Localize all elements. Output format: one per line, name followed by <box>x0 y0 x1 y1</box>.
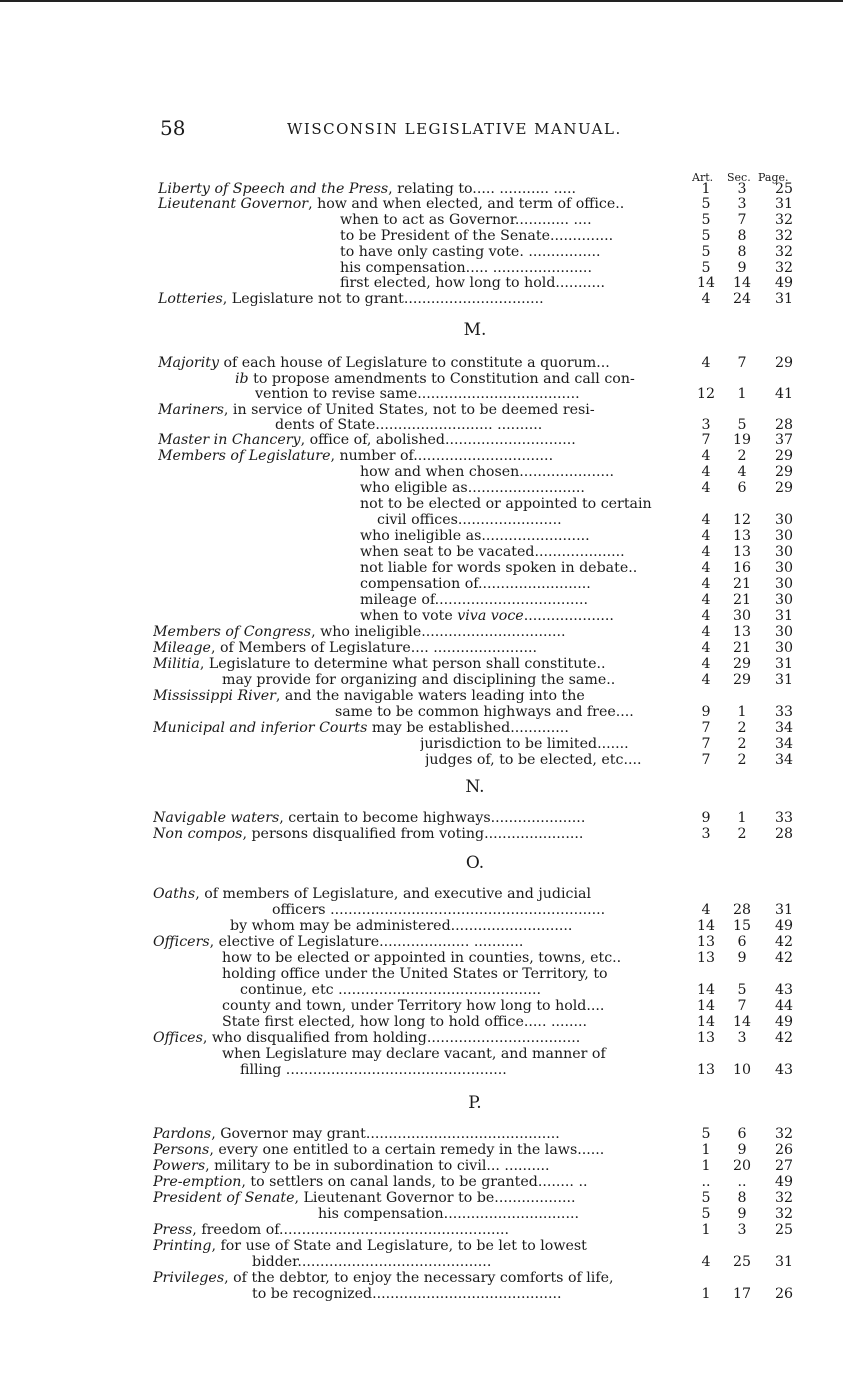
article-number: .. <box>701 1174 711 1190</box>
page-reference: 30 <box>774 624 794 640</box>
section-number: 9 <box>737 260 747 276</box>
article-number: 4 <box>701 448 711 464</box>
section-number: 4 <box>737 464 747 480</box>
article-number: 7 <box>701 736 711 752</box>
entry-text: judges of, to be elected, etc.... <box>425 752 642 768</box>
entry-text: county and town, under Territory how long to hold.... <box>222 998 605 1014</box>
page-reference: 28 <box>774 826 794 842</box>
section-number: 9 <box>737 950 747 966</box>
section-number: 3 <box>737 181 747 197</box>
article-number: 3 <box>701 417 711 433</box>
section-number: 21 <box>732 592 752 608</box>
index-entry <box>0 656 843 672</box>
article-number: 4 <box>701 592 711 608</box>
index-entry <box>0 371 843 387</box>
index-entry <box>0 1158 843 1174</box>
page-reference: 31 <box>774 902 794 918</box>
column-header-art: Art. <box>692 171 714 184</box>
article-number: 5 <box>701 196 711 212</box>
entry-text: Non compos, persons disqualified from voting...................... <box>153 826 584 842</box>
entry-text: when to act as Governor............ .... <box>340 212 592 228</box>
page-reference: 43 <box>774 982 794 998</box>
index-entry <box>0 480 843 496</box>
entry-text: Members of Legislature, number of............................... <box>158 448 554 464</box>
article-number: 5 <box>701 260 711 276</box>
article-number: 5 <box>701 1126 711 1142</box>
page-reference: 27 <box>774 1158 794 1174</box>
entry-text: Mississippi River, and the navigable waters leading into the <box>153 688 585 704</box>
page-reference: 34 <box>774 752 794 768</box>
section-number: 3 <box>737 1030 747 1046</box>
article-number: 5 <box>701 212 711 228</box>
section-number: 21 <box>732 576 752 592</box>
section-number: 5 <box>737 417 747 433</box>
section-number: 29 <box>732 656 752 672</box>
entry-text: Pre-emption, to settlers on canal lands, to be granted........ .. <box>153 1174 588 1190</box>
article-number: 4 <box>701 291 711 307</box>
section-number: 9 <box>737 1142 747 1158</box>
article-number: 1 <box>701 1142 711 1158</box>
entry-text: to have only casting vote. ................ <box>340 244 601 260</box>
page-reference: 32 <box>774 228 794 244</box>
article-number: 1 <box>701 181 711 197</box>
running-title: WISCONSIN LEGISLATIVE MANUAL. <box>287 120 622 138</box>
index-entry <box>0 608 843 624</box>
section-number: .. <box>737 1174 747 1190</box>
index-entry <box>0 181 843 197</box>
article-number: 12 <box>696 386 716 402</box>
section-number: 6 <box>737 934 747 950</box>
section-number: 14 <box>732 1014 752 1030</box>
section-number: 1 <box>737 386 747 402</box>
entry-text: Persons, every one entitled to a certain remedy in the laws...... <box>153 1142 605 1158</box>
section-number: 9 <box>737 1206 747 1222</box>
index-entry <box>0 998 843 1014</box>
index-entry <box>0 291 843 307</box>
page-reference: 32 <box>774 244 794 260</box>
article-number: 7 <box>701 752 711 768</box>
index-entry <box>0 355 843 371</box>
article-number: 4 <box>701 576 711 592</box>
index-entry <box>0 260 843 276</box>
section-number: 12 <box>732 512 752 528</box>
index-entry <box>0 528 843 544</box>
article-number: 4 <box>701 544 711 560</box>
entry-text: Pardons, Governor may grant........................................... <box>153 1126 560 1142</box>
entry-text: may provide for organizing and disciplining the same.. <box>222 672 616 688</box>
section-letter-p: P. <box>468 1093 482 1113</box>
entry-text: ib to propose amendments to Constitution and call con- <box>235 371 635 387</box>
index-entry <box>0 1126 843 1142</box>
article-number: 13 <box>696 1030 716 1046</box>
article-number: 3 <box>701 826 711 842</box>
section-number: 29 <box>732 672 752 688</box>
section-number: 13 <box>732 624 752 640</box>
page-reference: 30 <box>774 576 794 592</box>
entry-text: dents of State.......................... .......... <box>275 417 543 433</box>
page-reference: 49 <box>774 918 794 934</box>
section-number: 15 <box>732 918 752 934</box>
column-header-sec: Sec. <box>727 171 751 184</box>
entry-text: not liable for words spoken in debate.. <box>360 560 638 576</box>
entry-text: to be President of the Senate.............. <box>340 228 614 244</box>
entry-text: civil offices....................... <box>377 512 562 528</box>
entry-text: filling ................................................. <box>240 1062 507 1078</box>
index-entry <box>0 560 843 576</box>
article-number: 1 <box>701 1286 711 1302</box>
article-number: 4 <box>701 560 711 576</box>
section-number: 7 <box>737 355 747 371</box>
page-reference: 31 <box>774 672 794 688</box>
entry-text: how and when chosen..................... <box>360 464 614 480</box>
entry-text: Oaths, of members of Legislature, and executive and judicial <box>153 886 591 902</box>
page-reference: 32 <box>774 1126 794 1142</box>
entry-text: holding office under the United States or Territory, to <box>222 966 608 982</box>
entry-text: Liberty of Speech and the Press, relating to..... ........... ..... <box>158 181 577 197</box>
page-reference: 49 <box>774 275 794 291</box>
entry-text: same to be common highways and free.... <box>335 704 634 720</box>
entry-text: by whom may be administered........................... <box>230 918 573 934</box>
entry-text: State first elected, how long to hold office..... ........ <box>222 1014 588 1030</box>
index-entry <box>0 244 843 260</box>
page-reference: 32 <box>774 260 794 276</box>
section-number: 8 <box>737 1190 747 1206</box>
page-reference: 26 <box>774 1142 794 1158</box>
index-entry <box>0 918 843 934</box>
page-reference: 31 <box>774 196 794 212</box>
index-entry <box>0 275 843 291</box>
section-number: 5 <box>737 982 747 998</box>
page-reference: 42 <box>774 950 794 966</box>
article-number: 5 <box>701 244 711 260</box>
page-reference: 44 <box>774 998 794 1014</box>
page-reference: 41 <box>774 386 794 402</box>
index-entry <box>0 1286 843 1302</box>
index-entry <box>0 512 843 528</box>
index-entry <box>0 982 843 998</box>
section-number: 3 <box>737 1222 747 1238</box>
index-entry <box>0 672 843 688</box>
index-entry <box>0 886 843 902</box>
page-reference: 29 <box>774 448 794 464</box>
page-reference: 29 <box>774 355 794 371</box>
page-reference: 30 <box>774 592 794 608</box>
index-entry <box>0 417 843 433</box>
entry-text: jurisdiction to be limited....... <box>420 736 629 752</box>
section-number: 7 <box>737 212 747 228</box>
entry-text: who eligible as.......................... <box>360 480 585 496</box>
index-entry <box>0 1046 843 1062</box>
article-number: 1 <box>701 1158 711 1174</box>
article-number: 4 <box>701 672 711 688</box>
entry-text: Navigable waters, certain to become highways..................... <box>153 810 586 826</box>
article-number: 4 <box>701 902 711 918</box>
article-number: 4 <box>701 656 711 672</box>
page-reference: 25 <box>774 1222 794 1238</box>
page-reference: 32 <box>774 1206 794 1222</box>
page-reference: 33 <box>774 704 794 720</box>
section-number: 28 <box>732 902 752 918</box>
index-entry <box>0 212 843 228</box>
index-entry <box>0 592 843 608</box>
entry-text: bidder........................................... <box>252 1254 492 1270</box>
section-number: 6 <box>737 480 747 496</box>
section-number: 7 <box>737 998 747 1014</box>
article-number: 13 <box>696 934 716 950</box>
index-entry <box>0 1062 843 1078</box>
article-number: 4 <box>701 1254 711 1270</box>
entry-text: Master in Chancery, office of, abolished............................. <box>158 432 576 448</box>
article-number: 5 <box>701 228 711 244</box>
page-reference: 25 <box>774 181 794 197</box>
page-reference: 30 <box>774 512 794 528</box>
entry-text: Lieutenant Governor, how and when elected, and term of office.. <box>158 196 625 212</box>
entry-text: Majority of each house of Legislature to constitute a quorum... <box>158 355 610 371</box>
section-number: 2 <box>737 448 747 464</box>
section-number: 8 <box>737 244 747 260</box>
article-number: 4 <box>701 355 711 371</box>
page-reference: 31 <box>774 1254 794 1270</box>
article-number: 5 <box>701 1190 711 1206</box>
entry-text: Privileges, of the debtor, to enjoy the necessary comforts of life, <box>153 1270 614 1286</box>
index-entry <box>0 1030 843 1046</box>
index-entry <box>0 1174 843 1190</box>
index-entry <box>0 720 843 736</box>
entry-text: Members of Congress, who ineligible................................ <box>153 624 566 640</box>
section-number: 17 <box>732 1286 752 1302</box>
index-entry <box>0 704 843 720</box>
page-reference: 30 <box>774 640 794 656</box>
article-number: 5 <box>701 1206 711 1222</box>
index-entry <box>0 1014 843 1030</box>
article-number: 13 <box>696 1062 716 1078</box>
index-entry <box>0 752 843 768</box>
entry-text: Officers, elective of Legislature.................... ........... <box>153 934 524 950</box>
index-entry <box>0 810 843 826</box>
section-number: 13 <box>732 528 752 544</box>
index-entry <box>0 902 843 918</box>
index-entry <box>0 1254 843 1270</box>
page-reference: 32 <box>774 1190 794 1206</box>
page-reference: 34 <box>774 736 794 752</box>
section-letter-n: N. <box>465 777 485 797</box>
article-number: 4 <box>701 528 711 544</box>
page-reference: 30 <box>774 560 794 576</box>
article-number: 4 <box>701 624 711 640</box>
entry-text: first elected, how long to hold........... <box>340 275 606 291</box>
entry-text: Powers, military to be in subordination to civil... .......... <box>153 1158 550 1174</box>
section-number: 3 <box>737 196 747 212</box>
article-number: 4 <box>701 608 711 624</box>
column-header-page: Page. <box>758 171 789 184</box>
page-reference: 34 <box>774 720 794 736</box>
entry-text: his compensation.............................. <box>318 1206 579 1222</box>
index-entry <box>0 934 843 950</box>
section-number: 19 <box>732 432 752 448</box>
index-entry <box>0 950 843 966</box>
page-reference: 43 <box>774 1062 794 1078</box>
article-number: 1 <box>701 1222 711 1238</box>
page-reference: 32 <box>774 212 794 228</box>
entry-text: Militia, Legislature to determine what person shall constitute.. <box>153 656 606 672</box>
section-number: 16 <box>732 560 752 576</box>
entry-text: Mariners, in service of United States, not to be deemed resi- <box>158 402 595 418</box>
article-number: 9 <box>701 810 711 826</box>
page-reference: 33 <box>774 810 794 826</box>
entry-text: who ineligible as........................ <box>360 528 590 544</box>
index-entry <box>0 228 843 244</box>
entry-text: Press, freedom of................................................... <box>153 1222 510 1238</box>
entry-text: compensation of......................... <box>360 576 591 592</box>
page-reference: 28 <box>774 417 794 433</box>
entry-text: Lotteries, Legislature not to grant............................... <box>158 291 544 307</box>
index-entry <box>0 624 843 640</box>
page-reference: 49 <box>774 1014 794 1030</box>
article-number: 4 <box>701 480 711 496</box>
section-number: 25 <box>732 1254 752 1270</box>
index-entry <box>0 1142 843 1158</box>
article-number: 14 <box>696 1014 716 1030</box>
index-entry <box>0 966 843 982</box>
section-number: 30 <box>732 608 752 624</box>
section-number: 14 <box>732 275 752 291</box>
index-entry <box>0 688 843 704</box>
entry-text: when Legislature may declare vacant, and manner of <box>222 1046 606 1062</box>
page-reference: 42 <box>774 934 794 950</box>
entry-text: Printing, for use of State and Legislature, to be let to lowest <box>153 1238 587 1254</box>
section-letter-m: M. <box>463 320 487 340</box>
section-number: 2 <box>737 752 747 768</box>
section-number: 8 <box>737 228 747 244</box>
entry-text: President of Senate, Lieutenant Governor to be.................. <box>153 1190 576 1206</box>
index-entry <box>0 464 843 480</box>
index-entry <box>0 402 843 418</box>
page-reference: 31 <box>774 656 794 672</box>
article-number: 14 <box>696 918 716 934</box>
article-number: 9 <box>701 704 711 720</box>
page-reference: 29 <box>774 464 794 480</box>
index-entry <box>0 386 843 402</box>
article-number: 4 <box>701 640 711 656</box>
article-number: 13 <box>696 950 716 966</box>
index-entry <box>0 196 843 212</box>
entry-text: how to be elected or appointed in counties, towns, etc.. <box>222 950 622 966</box>
top-rule <box>0 0 843 2</box>
entry-text: mileage of.................................. <box>360 592 588 608</box>
article-number: 14 <box>696 982 716 998</box>
article-number: 7 <box>701 432 711 448</box>
article-number: 14 <box>696 998 716 1014</box>
index-entry <box>0 1238 843 1254</box>
entry-text: Offices, who disqualified from holding.................................. <box>153 1030 581 1046</box>
index-entry <box>0 1222 843 1238</box>
page-reference: 31 <box>774 608 794 624</box>
entry-text: his compensation..... ...................... <box>340 260 592 276</box>
section-number: 24 <box>732 291 752 307</box>
index-entry <box>0 432 843 448</box>
section-number: 6 <box>737 1126 747 1142</box>
entry-text: Mileage, of Members of Legislature.... ....................... <box>153 640 537 656</box>
index-entry <box>0 448 843 464</box>
section-number: 10 <box>732 1062 752 1078</box>
index-entry <box>0 576 843 592</box>
page-number: 58 <box>160 116 186 140</box>
entry-text: officers ............................................................. <box>272 902 606 918</box>
section-number: 2 <box>737 720 747 736</box>
page-reference: 30 <box>774 544 794 560</box>
entry-text: when seat to be vacated.................... <box>360 544 625 560</box>
article-number: 4 <box>701 464 711 480</box>
index-entry <box>0 826 843 842</box>
entry-text: continue, etc ............................................. <box>240 982 542 998</box>
page-reference: 37 <box>774 432 794 448</box>
entry-text: Municipal and inferior Courts may be established............. <box>153 720 569 736</box>
page-reference: 30 <box>774 528 794 544</box>
section-number: 2 <box>737 826 747 842</box>
entry-text: when to vote viva voce.................... <box>360 608 614 624</box>
entry-text: vention to revise same.................................... <box>255 386 580 402</box>
page-reference: 49 <box>774 1174 794 1190</box>
index-entry <box>0 640 843 656</box>
page-reference: 29 <box>774 480 794 496</box>
section-number: 21 <box>732 640 752 656</box>
section-number: 1 <box>737 704 747 720</box>
article-number: 14 <box>696 275 716 291</box>
page-reference: 31 <box>774 291 794 307</box>
index-entry <box>0 544 843 560</box>
entry-text: not to be elected or appointed to certain <box>360 496 652 512</box>
section-number: 13 <box>732 544 752 560</box>
index-entry <box>0 496 843 512</box>
entry-text: to be recognized.......................................... <box>252 1286 562 1302</box>
index-entry <box>0 1270 843 1286</box>
section-number: 2 <box>737 736 747 752</box>
section-letter-o: O. <box>465 853 485 873</box>
page-reference: 26 <box>774 1286 794 1302</box>
article-number: 4 <box>701 512 711 528</box>
index-entry <box>0 736 843 752</box>
page-reference: 42 <box>774 1030 794 1046</box>
section-number: 1 <box>737 810 747 826</box>
section-number: 20 <box>732 1158 752 1174</box>
index-entry <box>0 1190 843 1206</box>
index-entry <box>0 1206 843 1222</box>
article-number: 7 <box>701 720 711 736</box>
